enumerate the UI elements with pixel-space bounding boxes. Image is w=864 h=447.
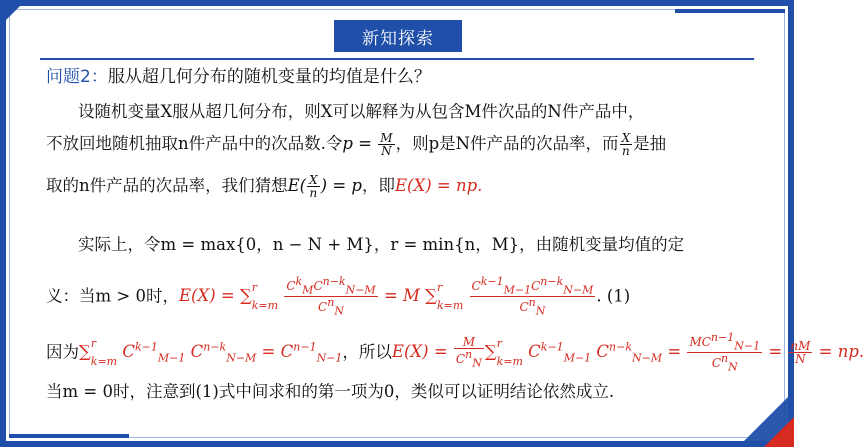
text-span: 因为 — [46, 342, 79, 362]
text-span: 是抽 — [633, 134, 667, 153]
formula-p-equals: p = $\frac{M}{N}$ — [342, 131, 393, 158]
section-title: 新知探索 — [362, 28, 434, 49]
formula-ex-np: E(X) = np. — [395, 176, 483, 195]
question-text: 服从超几何分布的随机变量的均值是什么？ — [107, 67, 431, 87]
paragraph-1-line-3 — [46, 172, 482, 199]
decoration-bar-top-right — [675, 9, 785, 13]
text-span: 当m = 0时，注意到(1)式中间求和的第一项为0，类似可以证明结论依然成立. — [46, 382, 615, 401]
decoration-bar-bottom — [9, 434, 129, 438]
paragraph-3-line-1 — [46, 332, 864, 374]
text-span: 实际上，令m = max{0，n − N + M}，r = min{n，M}，由随机变量均值的定 — [78, 235, 685, 254]
text-span: ，即 — [362, 176, 395, 195]
fraction-m-over-n: $\frac{M}{N}$ — [380, 131, 393, 158]
text-span: 义：当m > 0时， — [46, 286, 179, 306]
corner-decoration-bottom-right-red — [764, 417, 794, 447]
paragraph-2-line-1 — [78, 231, 684, 255]
text-span: 取的n件产品的次品率，我们猜想 — [46, 176, 288, 195]
formula-x-over-n: $\frac{X}{n}$ — [621, 131, 631, 158]
paragraph-1-line-2 — [46, 130, 666, 157]
paragraph-1-line-1 — [78, 98, 644, 122]
formula-vandermonde: ∑$^r$ $_{k=m}$ $C^{k-1}_{M-1}$ $C^{n-k}_{N-M} = C^{n-1}_{N-1}$ — [79, 337, 343, 368]
formula-expectation-sum: E(X) = ∑$^r$ $_{k=m}$ $\frac{C^k_MC^{n-k}_{N-M}}{C^n_N}$ = M ∑$^r$ $_{k=m}$ $\frac{C^{k-1}_{M-1}C^{n-k}_{N-M}}{C^n_N}$ — [178, 275, 594, 318]
formula-expectation-guess: E( $\frac{X}{n}$ ) = p — [287, 173, 362, 200]
corner-decoration-top-left — [0, 0, 26, 26]
text-span: ，所以 — [342, 342, 392, 362]
text-span: 不放回地随机抽取n件产品中的次品数.令 — [46, 134, 343, 153]
question-heading — [46, 62, 431, 87]
title-underline — [40, 58, 754, 60]
paragraph-3-line-2 — [46, 378, 614, 402]
question-label: 问题2： — [46, 67, 108, 87]
formula-final-expectation: E(X) = $\frac{M}{C^n_N}$ ∑$^r$ $_{k=m}$ $C^{k-1}_{M-1}$ $C^{n-k}_{N-M}$ = $\frac{MC^{n-1}_{N-1}}{C^n_N}$ = $\frac{nM}{N}$ = np. — [391, 331, 864, 374]
text-span: ，则p是N件产品的次品率，而 — [395, 134, 619, 153]
text-span: 设随机变量X服从超几何分布，则X可以解释为从包含M件次品的N件产品中， — [78, 102, 645, 121]
section-title-banner — [334, 20, 462, 52]
paragraph-2-line-2 — [46, 276, 630, 318]
text-span: . (1) — [596, 286, 631, 306]
